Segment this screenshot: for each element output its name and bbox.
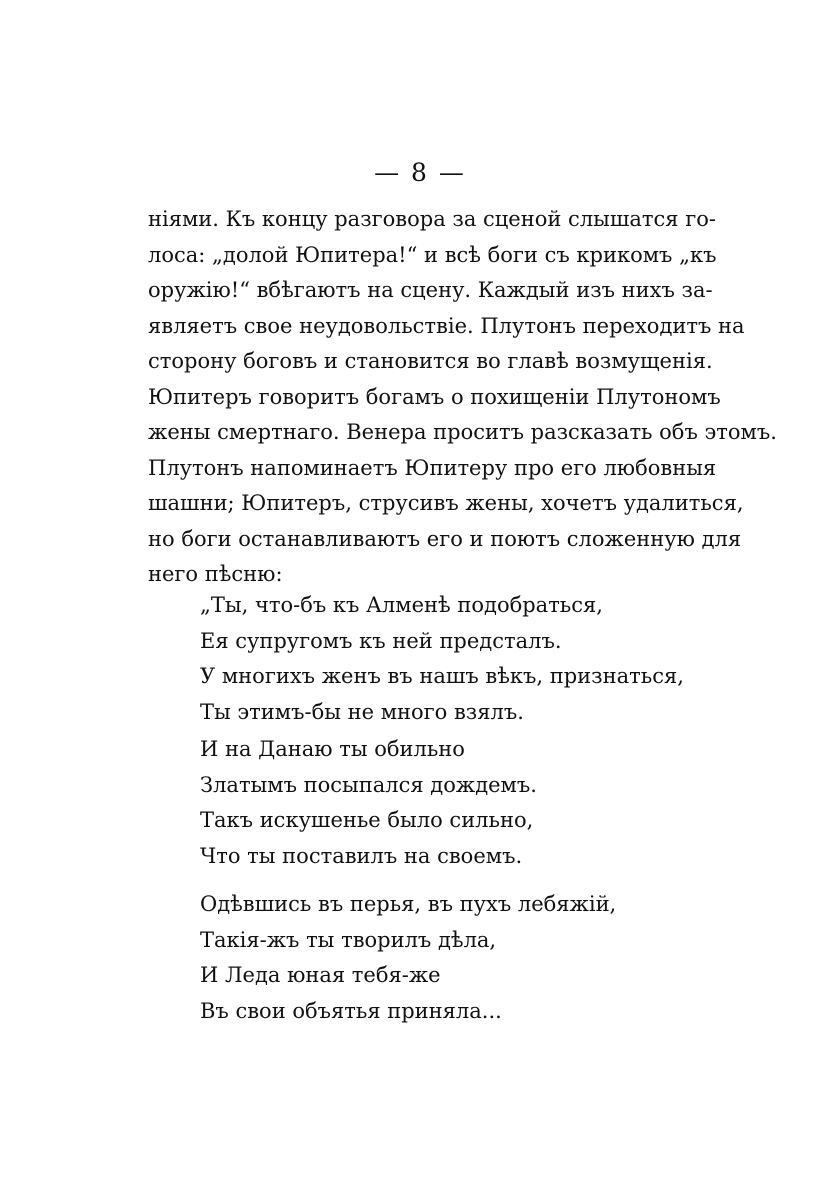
verse-line: Ея супругомъ къ ней предсталъ.: [200, 628, 562, 653]
verse-line: Одѣвшись въ перья, въ пухъ лебяжій,: [200, 892, 617, 916]
verse-line: Въ свои объятья приняла...: [200, 998, 502, 1023]
verse-line: И Леда юная тебя-же: [200, 963, 441, 987]
prose-line: него пѣсню:: [148, 562, 283, 586]
prose-line: ніями. Къ концу разговора за сценой слышатся го-: [148, 207, 716, 231]
prose-line: шашни; Юпитеръ, струсивъ жены, хочетъ удалиться,: [148, 491, 744, 515]
verse-stanza-2: [200, 732, 720, 874]
verse-line: Что ты поставилъ на своемъ.: [200, 843, 523, 868]
verse-line: Такъ искушенье было сильно,: [200, 808, 534, 832]
prose-line: оружію!“ вбѣгаютъ на сцену. Каждый изъ нихъ за-: [148, 278, 713, 302]
verse-line: Ты этимъ-бы не много взялъ.: [200, 699, 524, 724]
prose-line: лоса: „долой Юпитера!“ и всѣ боги съ крикомъ „къ: [148, 242, 717, 267]
verse-stanza-1: [200, 588, 720, 730]
verse-line: Такія-жъ ты творилъ дѣла,: [200, 927, 497, 952]
verse-line: И на Данаю ты обильно: [200, 737, 465, 761]
verse-line: У многихъ женъ въ нашъ вѣкъ, признаться,: [200, 664, 684, 688]
prose-line: но боги останавливаютъ его и поютъ сложенную для: [148, 526, 742, 551]
verse-stanza-3: [200, 887, 720, 1029]
verse-line: „Ты, что-бъ къ Алменѣ подобраться,: [200, 593, 603, 617]
prose-line: являетъ свое неудовольствіе. Плутонъ переходитъ на: [148, 313, 745, 338]
prose-line: Юпитеръ говоритъ богамъ о похищеніи Плутономъ: [148, 384, 721, 409]
prose-line: жены смертнаго. Венера проситъ разсказать объ этомъ.: [148, 420, 777, 444]
page-number: — 8 —: [374, 158, 466, 187]
prose-line: сторону боговъ и становится во главѣ возмущенія.: [148, 349, 713, 373]
prose-paragraph: [148, 202, 777, 593]
verse-line: Златымъ посыпался дождемъ.: [200, 772, 537, 797]
prose-line: Плутонъ напоминаетъ Юпитеру про его любовныя: [148, 455, 717, 480]
